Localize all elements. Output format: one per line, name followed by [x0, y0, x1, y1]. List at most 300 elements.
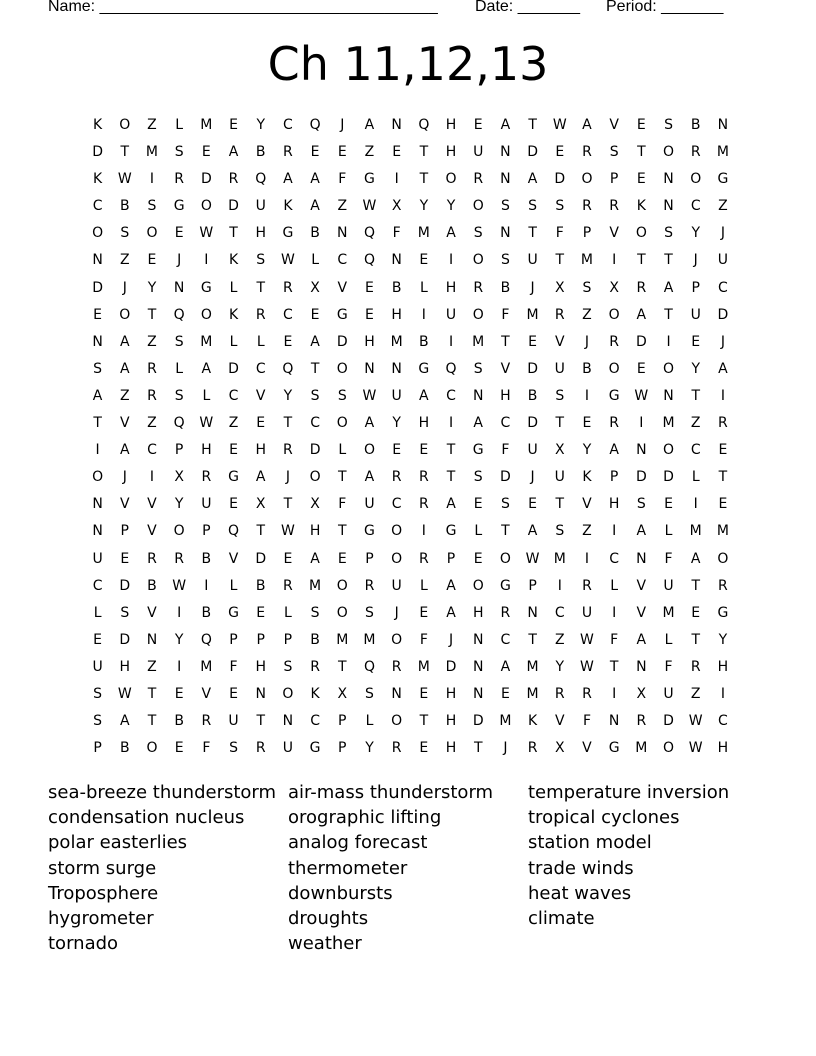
grid-letter[interactable]: C [446, 387, 456, 404]
grid-letter[interactable]: C [391, 496, 402, 513]
grid-letter[interactable]: H [608, 496, 620, 513]
grid-letter[interactable]: V [554, 713, 565, 730]
grid-letter[interactable]: J [503, 740, 508, 757]
grid-letter[interactable]: I [584, 550, 590, 567]
grid-letter[interactable]: E [636, 171, 646, 188]
grid-letter[interactable]: J [394, 604, 399, 621]
grid-letter[interactable]: G [608, 740, 620, 757]
grid-letter[interactable]: X [255, 496, 266, 513]
grid-letter[interactable]: P [528, 577, 537, 594]
grid-letter[interactable]: E [582, 415, 592, 432]
grid-letter[interactable]: Z [364, 144, 375, 161]
grid-letter[interactable]: N [663, 387, 674, 404]
grid-letter[interactable]: O [336, 360, 348, 377]
grid-letter[interactable]: A [527, 523, 538, 540]
grid-letter[interactable]: Z [119, 252, 130, 269]
grid-letter[interactable]: I [95, 442, 100, 459]
grid-letter[interactable]: O [391, 523, 403, 540]
grid-letter[interactable]: R [283, 144, 293, 161]
grid-letter[interactable]: A [582, 117, 592, 133]
grid-letter[interactable]: I [204, 577, 209, 594]
grid-letter[interactable]: S [555, 387, 565, 404]
grid-letter[interactable]: D [445, 658, 457, 675]
grid-letter[interactable]: H [418, 415, 430, 432]
grid-letter[interactable]: F [338, 171, 347, 188]
grid-letter[interactable]: A [255, 469, 266, 486]
grid-letter[interactable]: S [365, 604, 374, 621]
grid-letter[interactable]: O [608, 360, 620, 377]
grid-letter[interactable]: I [639, 415, 644, 432]
grid-letter[interactable]: J [693, 252, 698, 269]
grid-letter[interactable]: M [200, 333, 213, 350]
grid-letter[interactable]: N [472, 387, 484, 404]
grid-letter[interactable]: F [610, 631, 619, 648]
grid-letter[interactable]: R [500, 604, 511, 621]
grid-letter[interactable]: T [664, 252, 673, 269]
grid-letter[interactable]: E [419, 740, 429, 757]
grid-letter[interactable]: T [664, 306, 673, 323]
grid-letter[interactable]: R [283, 577, 293, 594]
grid-letter[interactable]: C [718, 279, 728, 296]
grid-letter[interactable]: T [147, 306, 157, 323]
grid-letter[interactable]: P [256, 631, 265, 648]
grid-letter[interactable]: G [717, 171, 729, 188]
grid-letter[interactable]: O [445, 171, 457, 188]
grid-letter[interactable]: V [255, 387, 266, 404]
grid-letter[interactable]: G [228, 604, 239, 621]
grid-letter[interactable]: M [662, 604, 675, 621]
grid-letter[interactable]: U [282, 740, 294, 757]
grid-letter[interactable]: U [201, 496, 212, 513]
grid-letter[interactable]: W [280, 252, 295, 269]
grid-letter[interactable]: S [473, 225, 483, 242]
grid-letter[interactable]: M [716, 144, 729, 161]
grid-letter[interactable]: T [691, 631, 700, 648]
grid-letter[interactable]: R [554, 306, 565, 323]
grid-letter[interactable]: S [337, 387, 347, 404]
grid-letter[interactable]: Z [337, 198, 348, 215]
grid-letter[interactable]: X [554, 279, 565, 296]
grid-letter[interactable]: C [228, 387, 239, 404]
grid-letter[interactable]: I [612, 523, 617, 540]
grid-letter[interactable]: Q [282, 360, 294, 377]
grid-letter[interactable]: C [283, 306, 293, 323]
grid-letter[interactable]: A [283, 171, 293, 188]
grid-letter[interactable]: P [338, 740, 347, 757]
grid-letter[interactable]: H [255, 225, 266, 242]
grid-letter[interactable]: D [527, 144, 538, 161]
grid-letter[interactable]: I [720, 387, 725, 404]
grid-letter[interactable]: D [500, 469, 511, 486]
grid-letter[interactable]: E [337, 144, 347, 161]
grid-letter[interactable]: Q [418, 117, 430, 133]
grid-letter[interactable]: Z [147, 415, 157, 432]
grid-letter[interactable]: B [500, 279, 511, 296]
grid-letter[interactable]: W [199, 225, 214, 242]
grid-letter[interactable]: T [555, 252, 565, 269]
grid-letter[interactable]: H [309, 523, 321, 540]
grid-letter[interactable]: R [609, 198, 620, 215]
grid-letter[interactable]: P [283, 631, 293, 648]
grid-letter[interactable]: D [228, 360, 239, 377]
grid-letter[interactable]: L [311, 252, 319, 269]
grid-letter[interactable]: O [336, 415, 348, 432]
grid-letter[interactable]: R [283, 279, 293, 296]
grid-letter[interactable]: C [500, 415, 511, 432]
grid-letter[interactable]: G [717, 604, 729, 621]
grid-letter[interactable]: S [93, 360, 103, 377]
grid-letter[interactable]: N [391, 252, 402, 269]
grid-letter[interactable]: J [530, 279, 535, 296]
grid-letter[interactable]: G [364, 523, 375, 540]
grid-letter[interactable]: H [717, 658, 729, 675]
grid-letter[interactable]: U [445, 306, 457, 323]
grid-letter[interactable]: V [119, 496, 130, 513]
grid-letter[interactable]: T [691, 577, 700, 594]
grid-letter[interactable]: G [309, 740, 321, 757]
grid-letter[interactable]: R [228, 171, 239, 188]
grid-letter[interactable]: H [445, 685, 457, 702]
grid-letter[interactable]: U [554, 360, 565, 377]
grid-letter[interactable]: I [421, 523, 426, 540]
grid-letter[interactable]: E [229, 117, 238, 133]
grid-letter[interactable]: H [201, 442, 212, 459]
grid-letter[interactable]: K [528, 713, 538, 730]
grid-letter[interactable]: O [146, 740, 158, 757]
grid-letter[interactable]: S [664, 225, 673, 242]
grid-letter[interactable]: T [338, 469, 347, 486]
grid-letter[interactable]: Z [690, 415, 701, 432]
grid-letter[interactable]: F [664, 658, 673, 675]
grid-letter[interactable]: P [338, 713, 347, 730]
grid-letter[interactable]: C [609, 550, 620, 567]
grid-letter[interactable]: F [202, 740, 211, 757]
grid-letter[interactable]: A [419, 387, 429, 404]
grid-letter[interactable]: N [92, 523, 103, 540]
grid-letter[interactable]: G [173, 198, 185, 215]
grid-letter[interactable]: I [177, 604, 182, 621]
grid-letter[interactable]: G [608, 387, 620, 404]
grid-letter[interactable]: I [612, 252, 617, 269]
grid-letter[interactable]: V [636, 577, 647, 594]
grid-letter[interactable]: I [149, 469, 155, 486]
grid-letter[interactable]: Q [228, 523, 240, 540]
grid-letter[interactable]: Y [147, 279, 157, 296]
grid-letter[interactable]: O [663, 442, 675, 459]
grid-letter[interactable]: T [718, 469, 728, 486]
grid-letter[interactable]: Y [446, 198, 456, 215]
grid-letter[interactable]: A [636, 306, 647, 323]
grid-letter[interactable]: O [200, 306, 212, 323]
grid-letter[interactable]: T [310, 360, 320, 377]
grid-letter[interactable]: V [201, 685, 212, 702]
grid-letter[interactable]: B [582, 360, 592, 377]
grid-letter[interactable]: R [255, 740, 266, 757]
grid-letter[interactable]: S [93, 713, 103, 730]
grid-letter[interactable]: M [526, 685, 539, 702]
grid-letter[interactable]: L [284, 604, 292, 621]
grid-letter[interactable]: J [285, 469, 290, 486]
grid-letter[interactable]: I [394, 171, 399, 188]
grid-letter[interactable]: V [147, 604, 157, 621]
grid-letter[interactable]: M [309, 577, 322, 594]
grid-letter[interactable]: L [175, 360, 184, 377]
grid-letter[interactable]: B [174, 713, 184, 730]
grid-letter[interactable]: J [340, 117, 345, 133]
grid-letter[interactable]: Q [363, 252, 375, 269]
grid-letter[interactable]: O [663, 360, 675, 377]
grid-letter[interactable]: N [608, 713, 620, 730]
grid-letter[interactable]: V [582, 496, 592, 513]
grid-letter[interactable]: Z [718, 198, 728, 215]
grid-letter[interactable]: I [612, 685, 617, 702]
grid-letter[interactable]: Q [363, 658, 375, 675]
grid-letter[interactable]: U [717, 252, 729, 269]
grid-letter[interactable]: N [717, 117, 729, 133]
grid-letter[interactable]: O [200, 198, 212, 215]
grid-letter[interactable]: S [93, 685, 103, 702]
grid-letter[interactable]: K [93, 171, 103, 188]
grid-letter[interactable]: Z [147, 117, 157, 133]
grid-letter[interactable]: W [525, 550, 540, 567]
grid-letter[interactable]: E [664, 496, 673, 513]
grid-letter[interactable]: P [202, 523, 211, 540]
grid-letter[interactable]: T [691, 387, 700, 404]
grid-letter[interactable]: P [93, 740, 102, 757]
grid-letter[interactable]: A [201, 360, 212, 377]
grid-letter[interactable]: O [690, 171, 702, 188]
grid-letter[interactable]: R [718, 415, 728, 432]
grid-letter[interactable]: A [446, 577, 456, 594]
grid-letter[interactable]: H [445, 144, 457, 161]
grid-letter[interactable]: O [119, 117, 131, 133]
grid-letter[interactable]: A [310, 333, 320, 350]
grid-letter[interactable]: E [636, 117, 646, 133]
grid-letter[interactable]: V [119, 415, 130, 432]
grid-letter[interactable]: B [255, 144, 266, 161]
grid-letter[interactable]: R [255, 306, 266, 323]
grid-letter[interactable]: Y [691, 360, 700, 377]
grid-letter[interactable]: O [635, 225, 647, 242]
grid-letter[interactable]: O [472, 306, 484, 323]
grid-letter[interactable]: R [609, 333, 620, 350]
grid-letter[interactable]: R [690, 144, 701, 161]
grid-letter[interactable]: S [609, 144, 619, 161]
grid-letter[interactable]: O [717, 550, 729, 567]
grid-letter[interactable]: D [92, 279, 103, 296]
grid-letter[interactable]: V [500, 360, 511, 377]
grid-letter[interactable]: A [609, 442, 619, 459]
grid-letter[interactable]: W [117, 685, 132, 702]
grid-letter[interactable]: S [473, 360, 483, 377]
grid-letter[interactable]: A [364, 415, 375, 432]
grid-letter[interactable]: A [473, 415, 483, 432]
grid-letter[interactable]: L [664, 631, 673, 648]
grid-letter[interactable]: B [201, 550, 212, 567]
grid-letter[interactable]: M [635, 740, 648, 757]
grid-letter[interactable]: S [500, 198, 510, 215]
grid-letter[interactable]: E [528, 333, 538, 350]
grid-letter[interactable]: P [446, 550, 456, 567]
grid-letter[interactable]: E [147, 252, 157, 269]
grid-letter[interactable]: T [419, 713, 429, 730]
grid-letter[interactable]: I [448, 252, 454, 269]
grid-letter[interactable]: D [255, 550, 267, 567]
grid-letter[interactable]: S [147, 198, 157, 215]
grid-letter[interactable]: N [92, 333, 103, 350]
grid-letter[interactable]: X [609, 279, 619, 296]
grid-letter[interactable]: H [445, 713, 457, 730]
grid-letter[interactable]: D [527, 360, 538, 377]
grid-letter[interactable]: T [473, 740, 483, 757]
grid-letter[interactable]: O [282, 685, 294, 702]
grid-letter[interactable]: R [174, 171, 185, 188]
grid-letter[interactable]: H [445, 279, 457, 296]
grid-letter[interactable]: R [582, 144, 592, 161]
grid-letter[interactable]: B [147, 577, 157, 594]
grid-letter[interactable]: Q [309, 117, 321, 133]
grid-letter[interactable]: T [256, 713, 265, 730]
grid-letter[interactable]: M [200, 117, 213, 133]
grid-letter[interactable]: N [391, 117, 402, 133]
grid-letter[interactable]: I [584, 387, 590, 404]
grid-letter[interactable]: G [472, 442, 484, 459]
grid-letter[interactable]: C [147, 442, 157, 459]
grid-letter[interactable]: N [527, 604, 538, 621]
grid-letter[interactable]: T [501, 333, 510, 350]
grid-letter[interactable]: R [201, 469, 212, 486]
grid-letter[interactable]: C [337, 252, 348, 269]
grid-letter[interactable]: U [663, 577, 674, 594]
grid-letter[interactable]: C [92, 577, 103, 594]
grid-letter[interactable]: J [122, 279, 127, 296]
grid-letter[interactable]: B [391, 279, 402, 296]
grid-letter[interactable]: S [174, 144, 184, 161]
grid-letter[interactable]: G [336, 306, 348, 323]
grid-letter[interactable]: W [552, 117, 567, 133]
grid-letter[interactable]: A [364, 117, 375, 133]
grid-letter[interactable]: K [283, 198, 293, 215]
grid-letter[interactable]: S [500, 496, 510, 513]
grid-letter[interactable]: U [92, 550, 103, 567]
grid-letter[interactable]: N [391, 360, 402, 377]
grid-letter[interactable]: E [718, 496, 728, 513]
grid-letter[interactable]: L [229, 279, 238, 296]
grid-letter[interactable]: D [472, 713, 484, 730]
grid-letter[interactable]: N [92, 496, 103, 513]
grid-letter[interactable]: R [391, 740, 402, 757]
grid-letter[interactable]: O [92, 469, 104, 486]
grid-letter[interactable]: J [720, 333, 725, 350]
grid-letter[interactable]: T [555, 496, 565, 513]
grid-letter[interactable]: Q [173, 415, 185, 432]
grid-letter[interactable]: R [554, 685, 565, 702]
grid-letter[interactable]: E [365, 306, 374, 323]
grid-letter[interactable]: P [174, 442, 184, 459]
grid-letter[interactable]: Y [283, 387, 293, 404]
grid-letter[interactable]: A [119, 360, 130, 377]
grid-letter[interactable]: S [120, 225, 130, 242]
grid-letter[interactable]: D [309, 442, 321, 459]
grid-letter[interactable]: R [310, 658, 320, 675]
grid-letter[interactable]: V [609, 225, 619, 242]
grid-letter[interactable]: M [689, 523, 702, 540]
grid-letter[interactable]: S [582, 279, 592, 296]
grid-letter[interactable]: D [228, 198, 239, 215]
grid-letter[interactable]: V [636, 604, 647, 621]
grid-letter[interactable]: A [310, 550, 320, 567]
grid-letter[interactable]: O [309, 469, 321, 486]
grid-letter[interactable]: M [716, 523, 729, 540]
grid-letter[interactable]: A [228, 144, 239, 161]
grid-letter[interactable]: Y [174, 496, 184, 513]
grid-letter[interactable]: L [229, 577, 238, 594]
grid-letter[interactable]: O [173, 523, 185, 540]
grid-letter[interactable]: Z [147, 658, 157, 675]
grid-letter[interactable]: I [612, 604, 617, 621]
grid-letter[interactable]: E [93, 306, 103, 323]
grid-letter[interactable]: P [229, 631, 238, 648]
grid-letter[interactable]: H [255, 658, 266, 675]
grid-letter[interactable]: N [391, 685, 402, 702]
grid-letter[interactable]: W [688, 740, 703, 757]
grid-letter[interactable]: O [146, 225, 158, 242]
grid-letter[interactable]: P [609, 171, 619, 188]
grid-letter[interactable]: H [717, 740, 729, 757]
grid-letter[interactable]: S [174, 333, 184, 350]
grid-letter[interactable]: K [310, 685, 320, 702]
grid-letter[interactable]: I [720, 685, 725, 702]
grid-letter[interactable]: S [528, 198, 538, 215]
grid-letter[interactable]: R [636, 279, 647, 296]
grid-letter[interactable]: T [637, 144, 646, 161]
grid-letter[interactable]: L [365, 713, 374, 730]
grid-letter[interactable]: A [500, 117, 511, 133]
grid-letter[interactable]: P [609, 469, 619, 486]
grid-letter[interactable]: C [718, 713, 728, 730]
grid-letter[interactable]: A [527, 171, 538, 188]
grid-letter[interactable]: V [147, 523, 157, 540]
grid-letter[interactable]: I [448, 415, 454, 432]
grid-letter[interactable]: B [201, 604, 212, 621]
grid-letter[interactable]: B [690, 117, 701, 133]
grid-letter[interactable]: K [636, 198, 646, 215]
grid-letter[interactable]: U [527, 442, 538, 459]
grid-letter[interactable]: B [119, 198, 130, 215]
grid-letter[interactable]: G [418, 360, 430, 377]
grid-letter[interactable]: W [580, 658, 594, 675]
grid-letter[interactable]: W [199, 415, 214, 432]
grid-letter[interactable]: D [336, 333, 348, 350]
grid-letter[interactable]: K [228, 252, 239, 269]
grid-letter[interactable]: F [338, 496, 347, 513]
grid-letter[interactable]: W [688, 713, 703, 730]
grid-letter[interactable]: X [391, 198, 402, 215]
grid-letter[interactable]: Q [200, 631, 212, 648]
grid-letter[interactable]: U [581, 604, 593, 621]
grid-letter[interactable]: W [172, 577, 187, 594]
grid-letter[interactable]: W [362, 198, 377, 215]
grid-letter[interactable]: T [338, 523, 347, 540]
grid-letter[interactable]: A [636, 523, 647, 540]
grid-letter[interactable]: K [228, 306, 239, 323]
grid-letter[interactable]: O [663, 740, 675, 757]
grid-letter[interactable]: T [419, 171, 429, 188]
grid-letter[interactable]: W [634, 387, 649, 404]
grid-letter[interactable]: N [282, 713, 294, 730]
grid-letter[interactable]: F [555, 225, 564, 242]
grid-letter[interactable]: U [391, 577, 402, 594]
